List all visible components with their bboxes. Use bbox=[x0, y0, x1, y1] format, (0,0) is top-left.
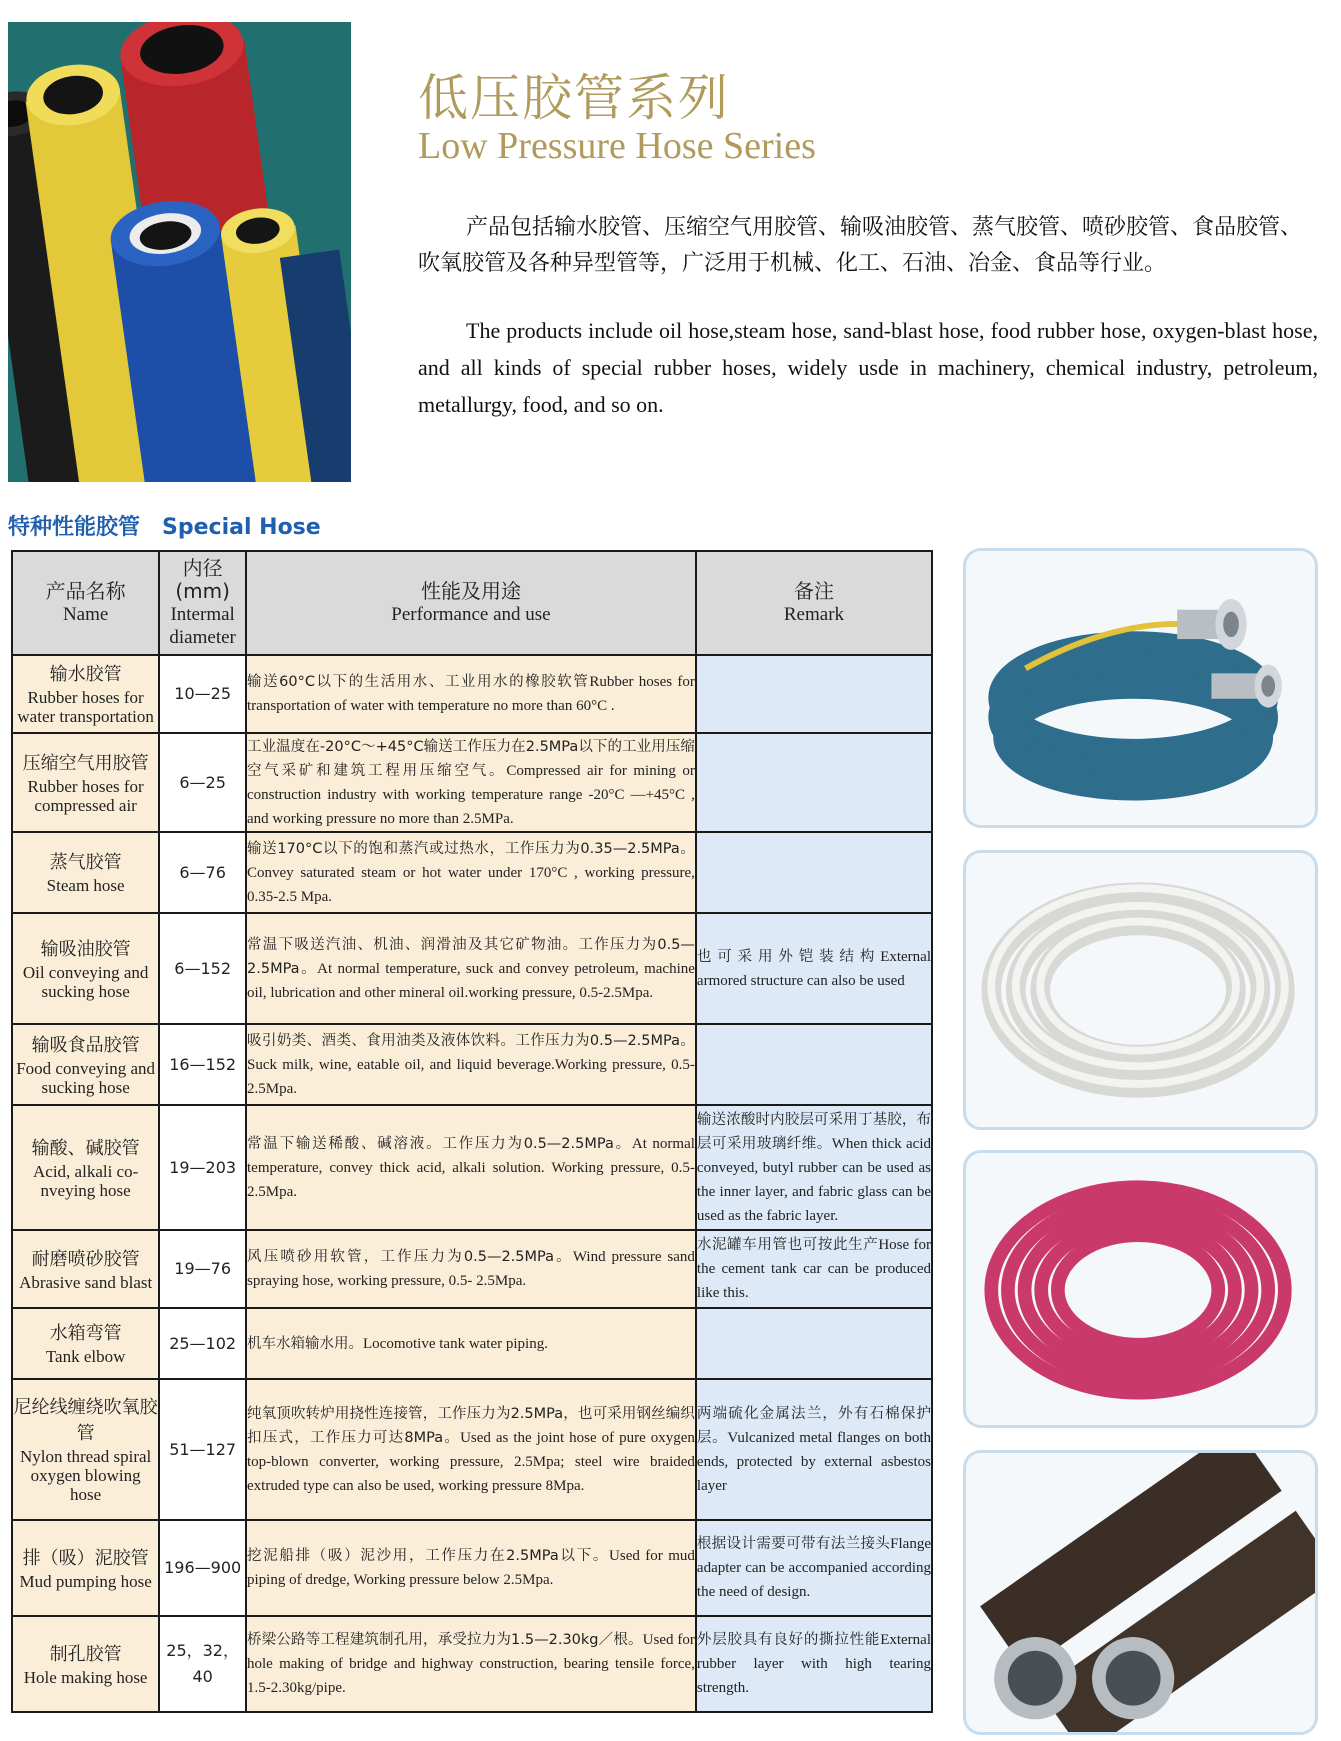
row-name-en: Rubber hoses for water transportation bbox=[17, 688, 154, 726]
row-performance bbox=[246, 1616, 696, 1712]
row-performance-cn: 工业温度在-20°C～+45°C输送工作压力在2.5MPa以下的工业用压缩空气采矿和建筑工程用压缩空气。 bbox=[247, 738, 695, 779]
row-remark-cn: 输送浓酸时内胶层可采用丁基胶，布层可采用玻璃纤维。 bbox=[696, 1111, 931, 1152]
row-performance-en: Suck milk, wine, eatable oil, and liquid beverage.Working pressure, 0.5- 2.5Mpa. bbox=[247, 1056, 695, 1097]
row-name-cn: 排（吸）泥胶管 bbox=[22, 1547, 149, 1569]
row-remark bbox=[696, 1616, 932, 1712]
row-name-cn: 制孔胶管 bbox=[49, 1643, 122, 1665]
hero-hose-photo bbox=[8, 22, 351, 482]
row-diameter: 19—203 bbox=[159, 1105, 246, 1230]
row-diameter: 6—25 bbox=[159, 733, 246, 832]
row-performance-cn: 输送60°C以下的生活用水、工业用水的橡胶软管 bbox=[247, 674, 590, 690]
row-performance bbox=[246, 913, 696, 1024]
row-performance-en: Convey saturated steam or hot water under 170°C , working pressure, 0.35-2.5 Mpa. bbox=[247, 864, 695, 905]
row-performance bbox=[246, 1024, 696, 1105]
row-remark-en: External rubber layer with high tearing strength. bbox=[696, 1632, 931, 1696]
row-name-en: Abrasive sand blast bbox=[19, 1272, 153, 1292]
row-performance bbox=[246, 733, 696, 832]
table-header-row bbox=[12, 551, 932, 655]
row-performance-cn: 常温下吸送汽油、机油、润滑油及其它矿物油。工作压力为0.5—2.5MPa。 bbox=[247, 936, 695, 977]
row-remark-en: External armored structure can also be used bbox=[696, 948, 931, 989]
row-performance bbox=[246, 1105, 696, 1230]
row-name bbox=[12, 1616, 159, 1712]
table-row bbox=[12, 832, 932, 913]
row-diameter: 6—76 bbox=[159, 832, 246, 913]
row-remark bbox=[696, 1230, 932, 1308]
row-name-cn: 耐磨喷砂胶管 bbox=[31, 1248, 140, 1270]
table-row bbox=[12, 1024, 932, 1105]
row-name-cn: 输水胶管 bbox=[49, 664, 122, 685]
row-name-en: Food conveying and sucking hose bbox=[16, 1058, 156, 1097]
table-row bbox=[12, 733, 932, 832]
row-performance-cn: 输送170°C以下的饱和蒸汽或过热水，工作压力为0.35—2.5MPa。 bbox=[247, 840, 695, 857]
row-name-cn: 压缩空气用胶管 bbox=[22, 752, 149, 774]
row-name bbox=[12, 1520, 159, 1616]
black-hose-illustration bbox=[966, 1453, 1315, 1732]
row-performance bbox=[246, 1520, 696, 1616]
table-row bbox=[12, 1520, 932, 1616]
row-performance-cn: 风压喷砂用软管，工作压力为0.5—2.5MPa。 bbox=[247, 1249, 573, 1265]
row-performance-cn: 机车水箱输水用。 bbox=[247, 1335, 364, 1352]
row-diameter: 10—25 bbox=[159, 655, 246, 733]
row-name bbox=[12, 733, 159, 832]
table-row bbox=[12, 913, 932, 1024]
row-remark-en: Hose for the cement tank car can be produced like this. bbox=[696, 1237, 931, 1301]
row-name bbox=[12, 1308, 159, 1379]
row-performance-en: Used as the joint hose of pure oxygen top-blown converter, working pressure, 2.5Mpa; steel wire braided extruded type can also be used, working pressure 8Mpa. bbox=[247, 1429, 695, 1494]
row-remark-cn: 根据设计需要可带有法兰接头 bbox=[696, 1536, 891, 1552]
row-performance-cn: 挖泥船排（吸）泥沙用，工作压力在2.5MPa以下。 bbox=[247, 1548, 610, 1564]
row-remark bbox=[696, 1520, 932, 1616]
header-name-cn: 产品名称 bbox=[45, 579, 126, 603]
row-name-cn: 输吸食品胶管 bbox=[31, 1034, 140, 1056]
row-performance bbox=[246, 1379, 696, 1520]
row-diameter: 16—152 bbox=[159, 1024, 246, 1105]
table-row bbox=[12, 1379, 932, 1520]
header-remark-en: Remark bbox=[783, 604, 845, 625]
row-performance-cn: 纯氧顶吹转炉用挠性连接管，工作压力为2.5MPa，也可采用钢丝编织扣压式，工作压力可达8MPa。 bbox=[247, 1405, 695, 1446]
row-remark bbox=[696, 1308, 932, 1379]
row-remark-en: When thick acid conveyed, butyl rubber can be used as the inner layer, and fabric glass can be used as the fabric layer. bbox=[696, 1135, 932, 1224]
row-remark bbox=[696, 832, 932, 913]
row-performance bbox=[246, 655, 696, 733]
row-diameter: 19—76 bbox=[159, 1230, 246, 1308]
table-row bbox=[12, 1230, 932, 1308]
row-performance-en: At normal temperature, convey thick acid, alkali solution. Working pressure, 0.5- 2.5Mpa. bbox=[247, 1135, 695, 1200]
header-diameter bbox=[159, 551, 246, 655]
photo-white-hose bbox=[963, 850, 1318, 1130]
header-performance-en: Performance and use bbox=[391, 604, 551, 625]
page-title-en: Low Pressure Hose Series bbox=[418, 125, 816, 167]
row-name-cn: 输吸油胶管 bbox=[40, 938, 131, 960]
row-remark-en: Vulcanized metal flanges on both ends, protected by external asbestos layer bbox=[696, 1429, 932, 1494]
row-name-cn: 输酸、碱胶管 bbox=[31, 1137, 140, 1159]
section-title-en: Special Hose bbox=[162, 515, 321, 540]
photo-pink-hose bbox=[963, 1150, 1318, 1428]
photo-blue-corrugated-hose bbox=[963, 548, 1318, 828]
row-performance-cn: 吸引奶类、酒类、食用油类及液体饮料。工作压力为0.5—2.5MPa。 bbox=[247, 1032, 695, 1049]
section-title-cn: 特种性能胶管 bbox=[8, 515, 141, 540]
row-remark-cn: 也可采用外铠装结构 bbox=[696, 948, 881, 965]
row-name bbox=[12, 1230, 159, 1308]
header-diameter-en: Intermal diameter bbox=[169, 604, 236, 648]
row-performance-en: Rubber hoses for transportation of water with temperature no more than 60°C . bbox=[247, 674, 695, 714]
row-diameter: 6—152 bbox=[159, 913, 246, 1024]
row-performance-en: Used for hole making of bridge and highway construction, bearing tensile force, 1.5-2.30kg/pipe. bbox=[247, 1632, 695, 1696]
row-name-cn: 尼纶线缠绕吹氧胶管 bbox=[13, 1397, 158, 1444]
row-name-en: Acid, alkali co-nveying hose bbox=[33, 1161, 139, 1200]
row-name-cn: 蒸气胶管 bbox=[49, 852, 122, 873]
row-remark bbox=[696, 1105, 932, 1230]
table-row bbox=[12, 1105, 932, 1230]
photo-black-mud-hose bbox=[963, 1450, 1318, 1735]
header-performance-cn: 性能及用途 bbox=[420, 579, 521, 603]
pink-hose-coil-illustration bbox=[966, 1153, 1315, 1425]
row-performance-en: Compressed air for mining or construction industry with working temperature range -20°C —+45°C , and working pressure no more than 2.5MPa. bbox=[247, 762, 695, 827]
row-performance-en: Locomotive tank water piping. bbox=[363, 1335, 548, 1352]
row-name-cn: 水箱弯管 bbox=[49, 1323, 122, 1344]
row-name-en: Oil conveying and sucking hose bbox=[22, 962, 149, 1001]
row-name bbox=[12, 1024, 159, 1105]
white-hose-coil-illustration bbox=[966, 853, 1315, 1127]
row-remark bbox=[696, 655, 932, 733]
section-title bbox=[8, 510, 321, 541]
blue-hose-coil-illustration bbox=[966, 551, 1315, 825]
row-performance bbox=[246, 832, 696, 913]
row-remark bbox=[696, 733, 932, 832]
header-performance bbox=[246, 551, 696, 655]
row-name bbox=[12, 655, 159, 733]
row-name-en: Hole making hose bbox=[23, 1667, 148, 1687]
row-name-en: Tank elbow bbox=[45, 1347, 126, 1366]
row-remark-cn: 两端硫化金属法兰，外有石棉保护层。 bbox=[696, 1405, 931, 1446]
intro-paragraph-cn: 产品包括输水胶管、压缩空气用胶管、输吸油胶管、蒸气胶管、喷砂胶管、食品胶管、吹氧胶管及各种异型管等，广泛用于机械、化工、石油、冶金、食品等行业。 bbox=[418, 215, 1303, 276]
header-remark-cn: 备注 bbox=[793, 579, 834, 603]
row-diameter: 25，32，40 bbox=[159, 1616, 246, 1712]
row-performance bbox=[246, 1230, 696, 1308]
row-performance-cn: 常温下输送稀酸、碱溶液。工作压力为0.5—2.5MPa。 bbox=[247, 1135, 632, 1152]
row-name bbox=[12, 832, 159, 913]
row-remark-cn: 外层胶具有良好的撕拉性能 bbox=[696, 1632, 881, 1648]
row-remark-cn: 水泥罐车用管也可按此生产 bbox=[696, 1237, 879, 1253]
row-remark bbox=[696, 1024, 932, 1105]
intro-paragraph-en: The products include oil hose,steam hose, sand-blast hose, food rubber hose, oxygen-blast hose, and all kinds of special rubber hoses, widely usde in machinery, chemical industry, petroleum, metallurgy, food, and so on. bbox=[418, 318, 1318, 417]
row-diameter: 196—900 bbox=[159, 1520, 246, 1616]
row-remark bbox=[696, 913, 932, 1024]
header-diameter-cn: 内径 bbox=[182, 556, 223, 580]
row-name bbox=[12, 913, 159, 1024]
header-remark bbox=[696, 551, 932, 655]
row-remark bbox=[696, 1379, 932, 1520]
row-diameter: 51—127 bbox=[159, 1379, 246, 1520]
header-diameter-unit: (mm) bbox=[175, 579, 230, 603]
row-name-en: Steam hose bbox=[46, 876, 125, 895]
header-name bbox=[12, 551, 159, 655]
row-name-en: Mud pumping hose bbox=[19, 1571, 152, 1591]
row-diameter: 25—102 bbox=[159, 1308, 246, 1379]
page-title-cn: 低压胶管系列 bbox=[418, 69, 730, 127]
row-name bbox=[12, 1379, 159, 1520]
row-remark-en: Flange adapter can be accompanied according the need of design. bbox=[696, 1536, 931, 1600]
row-performance-en: At normal temperature, suck and convey petroleum, machine oil, lubrication and other mineral oil.working pressure, 0.5-2.5Mpa. bbox=[247, 960, 695, 1001]
table-row bbox=[12, 655, 932, 733]
hose-stack-illustration bbox=[8, 22, 351, 482]
special-hose-table bbox=[11, 550, 933, 1713]
header-name-en: Name bbox=[62, 604, 109, 625]
row-performance bbox=[246, 1308, 696, 1379]
row-performance-en: Wind pressure sand spraying hose, working pressure, 0.5- 2.5Mpa. bbox=[247, 1249, 695, 1289]
row-name bbox=[12, 1105, 159, 1230]
row-name-en: Rubber hoses for compressed air bbox=[27, 776, 144, 815]
row-name-en: Nylon thread spiral oxygen blowing hose bbox=[20, 1447, 152, 1504]
table-row bbox=[12, 1616, 932, 1712]
row-performance-en: Used for mud piping of dredge, Working pressure below 2.5Mpa. bbox=[247, 1548, 695, 1588]
row-performance-cn: 桥梁公路等工程建筑制孔用，承受拉力为1.5—2.30kg／根。 bbox=[247, 1632, 643, 1648]
table-row bbox=[12, 1308, 932, 1379]
